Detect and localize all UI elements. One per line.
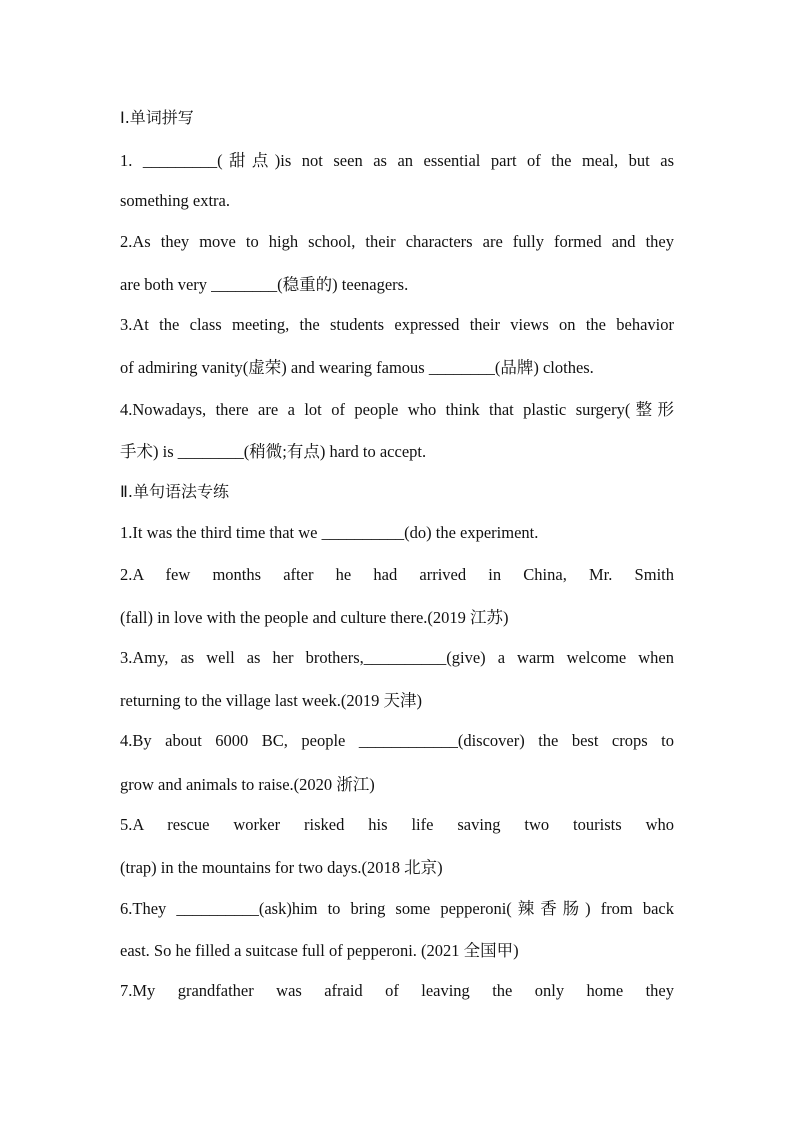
s1-q1-line2: something extra. bbox=[120, 191, 230, 210]
s2-q2-line1: 2.A few months after he had arrived in China, Mr. Smith bbox=[120, 565, 674, 584]
section-2-heading: Ⅱ.单句语法专练 bbox=[120, 482, 229, 501]
s2-q5-line2: (trap) in the mountains for two days.(2018 北京) bbox=[120, 858, 443, 877]
s2-q6-line2: east. So he filled a suitcase full of pepperoni. (2021 全国甲) bbox=[120, 941, 519, 960]
s1-q4-line1: 4.Nowadays, there are a lot of people who think that plastic surgery(整形 bbox=[120, 400, 674, 419]
s1-q2-line1: 2.As they move to high school, their characters are fully formed and they bbox=[120, 232, 674, 251]
s1-q4-line2: 手术) is ________(稍微;有点) hard to accept. bbox=[120, 442, 427, 461]
s2-q3-line1: 3.Amy, as well as her brothers,__________(give) a warm welcome when bbox=[120, 648, 674, 667]
s2-q1-line1: 1.It was the third time that we __________(do) the experiment. bbox=[120, 523, 539, 542]
s2-q5-line1: 5.A rescue worker risked his life saving two tourists who bbox=[120, 815, 674, 834]
s2-q4-line2: grow and animals to raise.(2020 浙江) bbox=[120, 775, 375, 794]
s1-q1-line1: 1. _________(甜点)is not seen as an essential part of the meal, but as bbox=[120, 151, 674, 170]
s2-q4-line1: 4.By about 6000 BC, people ____________(discover) the best crops to bbox=[120, 731, 674, 750]
s2-q6-line1: 6.They __________(ask)him to bring some pepperoni(辣香肠) from back bbox=[120, 899, 674, 918]
section-1-heading: Ⅰ.单词拼写 bbox=[120, 108, 194, 127]
s1-q3-line1: 3.At the class meeting, the students expressed their views on the behavior bbox=[120, 315, 674, 334]
s1-q3-line2: of admiring vanity(虚荣) and wearing famous ________(品牌) clothes. bbox=[120, 358, 594, 377]
s2-q3-line2: returning to the village last week.(2019 天津) bbox=[120, 691, 422, 710]
s2-q7-line1: 7.My grandfather was afraid of leaving the only home they bbox=[120, 981, 674, 1000]
s2-q2-line2: (fall) in love with the people and culture there.(2019 江苏) bbox=[120, 608, 509, 627]
s1-q2-line2: are both very ________(稳重的) teenagers. bbox=[120, 275, 409, 294]
